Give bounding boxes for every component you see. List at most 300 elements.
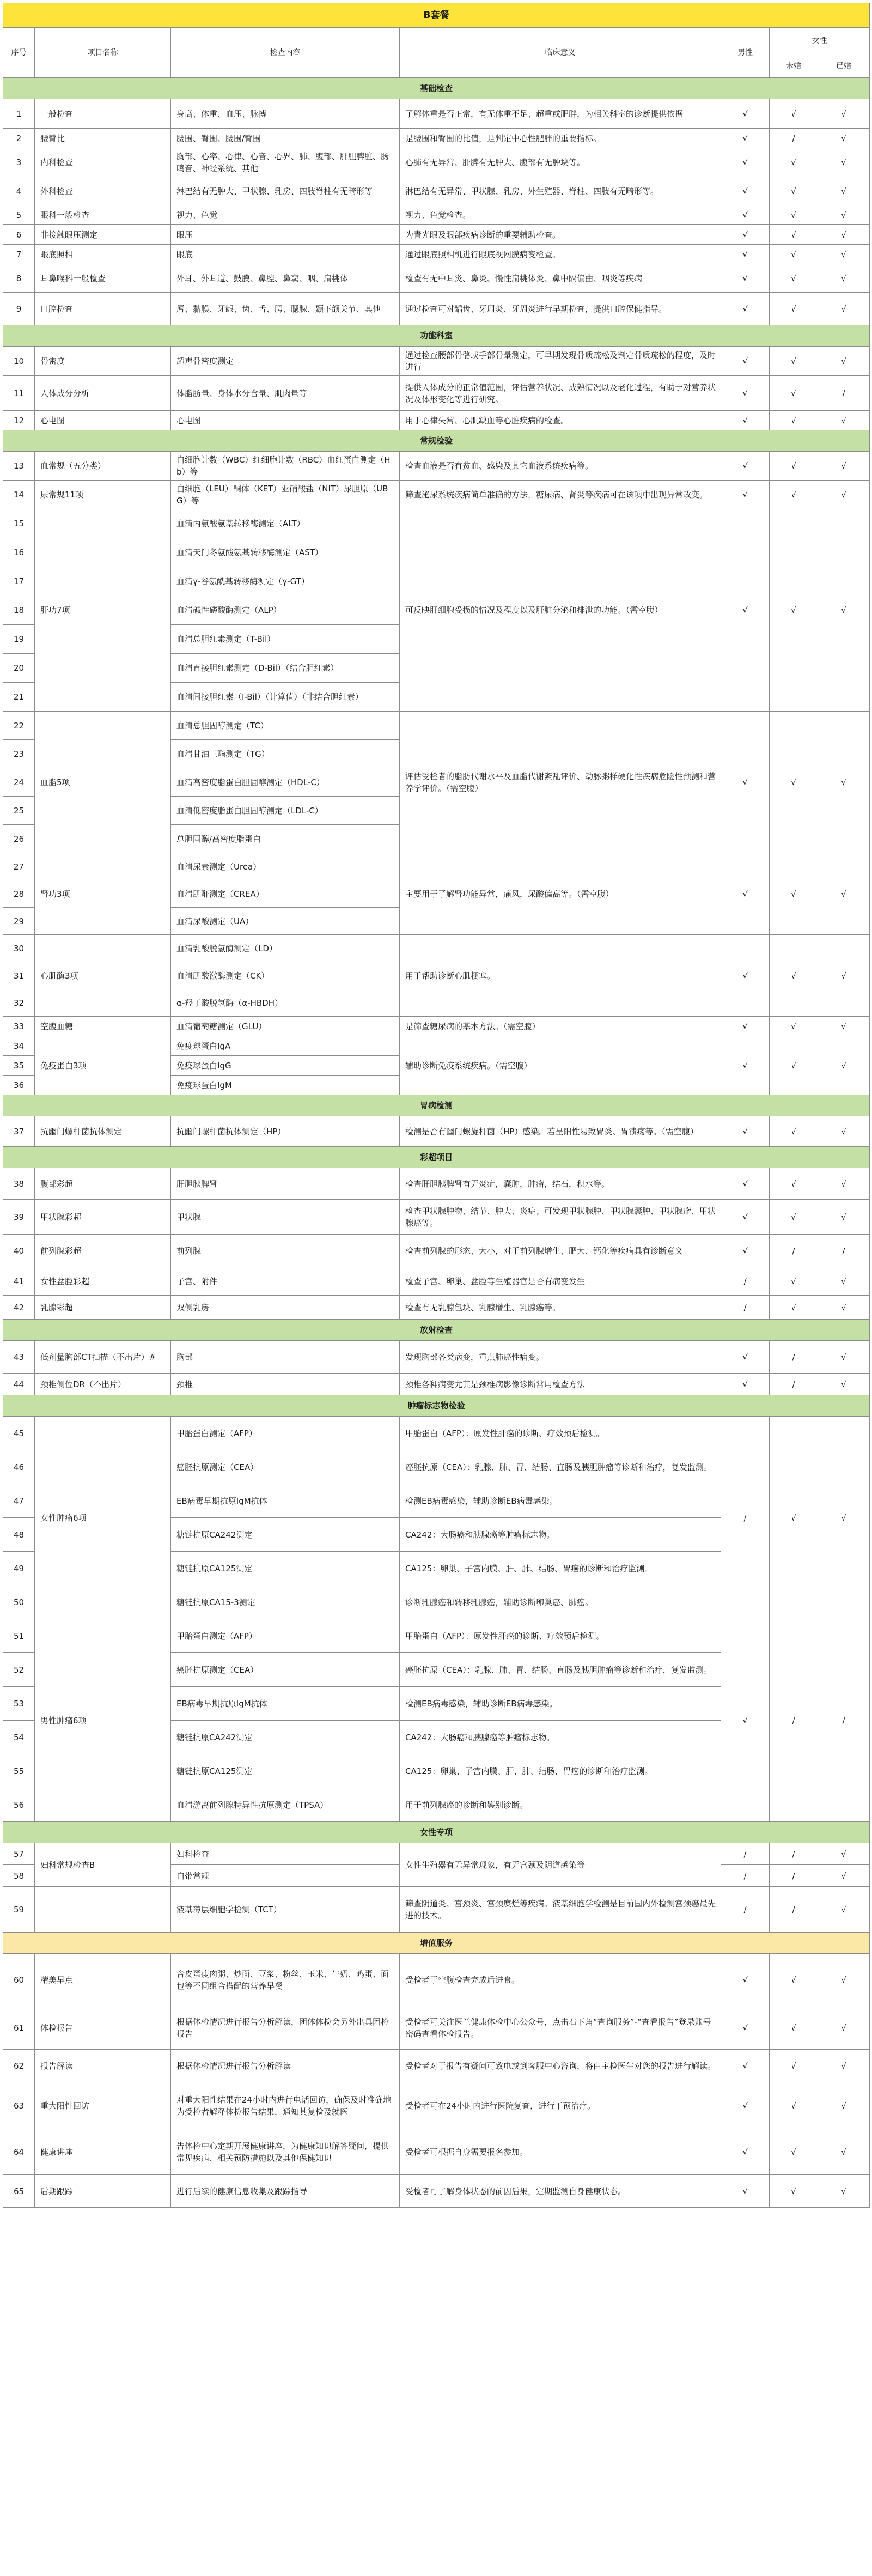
item-meaning: 辅助诊断免疫系统疾病。（需空腹） bbox=[400, 1036, 721, 1095]
col-header-name: 项目名称 bbox=[35, 28, 171, 78]
female-married-mark: √ bbox=[818, 452, 870, 481]
item-meaning: 可反映肝细胞受损的情况及程度以及肝脏分泌和排泄的功能。（需空腹） bbox=[400, 509, 721, 712]
female-unmarried-mark: √ bbox=[770, 205, 818, 225]
col-header-married: 已婚 bbox=[818, 54, 870, 78]
female-unmarried-mark: / bbox=[770, 1235, 818, 1267]
row-number: 60 bbox=[3, 1954, 35, 2006]
table-row bbox=[3, 1374, 870, 1395]
table-row bbox=[3, 1954, 870, 2006]
female-unmarried-mark: √ bbox=[770, 245, 818, 264]
female-unmarried-mark: √ bbox=[770, 1267, 818, 1296]
female-unmarried-mark: √ bbox=[770, 1296, 818, 1320]
col-header-no: 序号 bbox=[3, 28, 35, 78]
item-name: 心电图 bbox=[35, 411, 171, 430]
item-content: 眼底 bbox=[171, 245, 400, 264]
item-content: 糖链抗原CA15-3测定 bbox=[171, 1585, 400, 1619]
col-header-female: 女性 bbox=[770, 28, 870, 54]
package-table bbox=[3, 3, 870, 2208]
item-meaning: 用于前列腺癌的诊断和鉴别诊断。 bbox=[400, 1788, 721, 1822]
item-meaning: 筛查泌尿系统疾病简单准确的方法，糖尿病、肾炎等疾病可在该项中出现异常改变。 bbox=[400, 481, 721, 509]
item-content: 根据体检情况进行报告分析解读，团体体检会另外出具团检报告 bbox=[171, 2006, 400, 2050]
item-name: 口腔检查 bbox=[35, 293, 171, 325]
item-meaning: 受检者对于报告有疑问可致电或到客服中心咨询，将由主检医生对您的报告进行解读。 bbox=[400, 2050, 721, 2082]
female-married-mark: √ bbox=[818, 1036, 870, 1095]
female-unmarried-mark: / bbox=[770, 1887, 818, 1933]
item-meaning: 受检者可了解身体状态的前因后果，定期监测自身健康状态。 bbox=[400, 2175, 721, 2208]
female-unmarried-mark: √ bbox=[770, 293, 818, 325]
item-content: EB病毒早期抗原IgM抗体 bbox=[171, 1484, 400, 1518]
item-content: 血清游离前列腺特异性抗原测定（TPSA） bbox=[171, 1788, 400, 1822]
item-name: 非接触眼压测定 bbox=[35, 225, 171, 245]
male-mark: √ bbox=[721, 1168, 770, 1200]
female-married-mark: √ bbox=[818, 1168, 870, 1200]
male-mark: √ bbox=[721, 1200, 770, 1235]
row-number: 40 bbox=[3, 1235, 35, 1267]
female-unmarried-mark: √ bbox=[770, 225, 818, 245]
male-mark: / bbox=[721, 1417, 770, 1619]
male-mark: √ bbox=[721, 129, 770, 148]
female-unmarried-mark: √ bbox=[770, 1954, 818, 2006]
female-married-mark: √ bbox=[818, 1267, 870, 1296]
section-title: 常规检验 bbox=[3, 430, 870, 452]
female-unmarried-mark: √ bbox=[770, 1116, 818, 1147]
male-mark: √ bbox=[721, 376, 770, 411]
item-name: 血常规（五分类） bbox=[35, 452, 171, 481]
row-number: 7 bbox=[3, 245, 35, 264]
section-header-row bbox=[3, 325, 870, 347]
male-mark: √ bbox=[721, 2050, 770, 2082]
row-number: 9 bbox=[3, 293, 35, 325]
female-unmarried-mark: / bbox=[770, 1865, 818, 1887]
item-name: 骨密度 bbox=[35, 347, 171, 376]
female-married-mark: √ bbox=[818, 1954, 870, 2006]
row-number: 28 bbox=[3, 880, 35, 908]
item-name: 体检报告 bbox=[35, 2006, 171, 2050]
male-mark: √ bbox=[721, 148, 770, 177]
female-unmarried-mark: √ bbox=[770, 853, 818, 935]
female-married-mark: √ bbox=[818, 148, 870, 177]
row-number: 33 bbox=[3, 1017, 35, 1036]
item-name: 耳鼻喉科一般检查 bbox=[35, 264, 171, 293]
female-married-mark: / bbox=[818, 376, 870, 411]
item-meaning: 受检者于空腹检查完成后进食。 bbox=[400, 1954, 721, 2006]
item-content: 白细胞计数（WBC）红细胞计数（RBC）血红蛋白测定（Hb）等 bbox=[171, 452, 400, 481]
item-meaning: 诊断乳腺癌和转移乳腺癌，辅助诊断卵巢癌、肺癌。 bbox=[400, 1585, 721, 1619]
male-mark: √ bbox=[721, 452, 770, 481]
item-content: 子宫、附件 bbox=[171, 1267, 400, 1296]
row-number: 6 bbox=[3, 225, 35, 245]
item-content: 糖链抗原CA242测定 bbox=[171, 1518, 400, 1552]
row-number: 22 bbox=[3, 712, 35, 740]
item-meaning: 颈椎各种病变尤其是颈椎病影像诊断常用检查方法 bbox=[400, 1374, 721, 1395]
item-meaning: 为青光眼及眼部疾病诊断的重要辅助检查。 bbox=[400, 225, 721, 245]
row-number: 38 bbox=[3, 1168, 35, 1200]
female-married-mark: √ bbox=[818, 1116, 870, 1147]
row-number: 1 bbox=[3, 99, 35, 129]
table-row bbox=[3, 205, 870, 225]
row-number: 49 bbox=[3, 1552, 35, 1585]
row-number: 56 bbox=[3, 1788, 35, 1822]
section-title: 胃病检测 bbox=[3, 1095, 870, 1116]
table-row bbox=[3, 1417, 870, 1450]
item-name: 女性盆腔彩超 bbox=[35, 1267, 171, 1296]
section-title: 功能科室 bbox=[3, 325, 870, 347]
item-content: 胸部、心率、心律、心音、心界、肺、腹部、肝胆脾脏、肠鸣音、神经系统、其他 bbox=[171, 148, 400, 177]
item-content: 对重大阳性结果在24小时内进行电话回访，确保及时准确地为受检者解释体检报告结果，通知其复检及就医 bbox=[171, 2082, 400, 2129]
female-married-mark: √ bbox=[818, 245, 870, 264]
section-title: 肿瘤标志物检验 bbox=[3, 1395, 870, 1417]
row-number: 53 bbox=[3, 1687, 35, 1721]
item-content: 血清γ-谷氨酰基转移酶测定（γ-GT） bbox=[171, 567, 400, 596]
row-number: 31 bbox=[3, 962, 35, 989]
item-meaning: 检查子宫、卵巢、盆腔等生殖器官是否有病变发生 bbox=[400, 1267, 721, 1296]
female-unmarried-mark: / bbox=[770, 129, 818, 148]
female-married-mark: √ bbox=[818, 1887, 870, 1933]
female-unmarried-mark: √ bbox=[770, 2129, 818, 2175]
item-content: 含皮蛋瘦肉粥、炒面、豆浆、粉丝、玉米、牛奶、鸡蛋、面包等不同组合搭配的营养早餐 bbox=[171, 1954, 400, 2006]
table-row bbox=[3, 1036, 870, 1056]
item-name: 后期跟踪 bbox=[35, 2175, 171, 2208]
package-document bbox=[3, 3, 869, 2208]
table-row bbox=[3, 452, 870, 481]
table-row bbox=[3, 2129, 870, 2175]
section-title: 增值服务 bbox=[3, 1933, 870, 1954]
item-content: 进行后续的健康信息收集及跟踪指导 bbox=[171, 2175, 400, 2208]
item-meaning: 检查甲状腺肿物、结节、肿大、炎症；可发现甲状腺肿、甲状腺囊肿、甲状腺瘤、甲状腺癌等。 bbox=[400, 1200, 721, 1235]
item-name: 甲状腺彩超 bbox=[35, 1200, 171, 1235]
item-meaning: 视力、色觉检查。 bbox=[400, 205, 721, 225]
male-mark: √ bbox=[721, 2129, 770, 2175]
item-name: 抗幽门螺杆菌抗体测定 bbox=[35, 1116, 171, 1147]
row-number: 45 bbox=[3, 1417, 35, 1450]
row-number: 58 bbox=[3, 1865, 35, 1887]
table-row bbox=[3, 1267, 870, 1296]
table-row bbox=[3, 1116, 870, 1147]
item-name: 报告解读 bbox=[35, 2050, 171, 2082]
item-meaning: 检查前列腺的形态、大小，对于前列腺增生、肥大、钙化等疾病具有诊断意义 bbox=[400, 1235, 721, 1267]
item-content: 白带常规 bbox=[171, 1865, 400, 1887]
item-meaning: 发现胸部各类病变，重点肺癌性病变。 bbox=[400, 1341, 721, 1374]
table-row bbox=[3, 1017, 870, 1036]
male-mark: √ bbox=[721, 411, 770, 430]
row-number: 18 bbox=[3, 596, 35, 625]
row-number: 47 bbox=[3, 1484, 35, 1518]
female-married-mark: √ bbox=[818, 1200, 870, 1235]
female-unmarried-mark: √ bbox=[770, 935, 818, 1017]
row-number: 54 bbox=[3, 1721, 35, 1754]
female-unmarried-mark: √ bbox=[770, 1417, 818, 1619]
item-meaning: 心肺有无异常、肝脾有无肿大、腹部有无肿块等。 bbox=[400, 148, 721, 177]
female-unmarried-mark: √ bbox=[770, 99, 818, 129]
table-row bbox=[3, 853, 870, 880]
table-row bbox=[3, 935, 870, 962]
female-married-mark: √ bbox=[818, 2082, 870, 2129]
section-header-row bbox=[3, 1095, 870, 1116]
female-unmarried-mark: √ bbox=[770, 2050, 818, 2082]
section-header-row bbox=[3, 1320, 870, 1341]
item-meaning: CA242：大肠癌和胰腺癌等肿瘤标志物。 bbox=[400, 1721, 721, 1754]
table-row bbox=[3, 1887, 870, 1933]
item-content: 外耳、外耳道、鼓膜、鼻腔、鼻窦、咽、扁桃体 bbox=[171, 264, 400, 293]
item-name: 女性肿瘤6项 bbox=[35, 1417, 171, 1619]
item-content: 胸部 bbox=[171, 1341, 400, 1374]
female-married-mark: √ bbox=[818, 2129, 870, 2175]
item-meaning: 淋巴结有无异常、甲状腺、乳房、外生殖器、脊柱、四肢有无畸形等。 bbox=[400, 177, 721, 205]
row-number: 43 bbox=[3, 1341, 35, 1374]
title-row bbox=[3, 3, 870, 28]
row-number: 25 bbox=[3, 797, 35, 825]
male-mark: √ bbox=[721, 712, 770, 853]
item-meaning: 检测EB病毒感染，辅助诊断EB病毒感染。 bbox=[400, 1484, 721, 1518]
row-number: 2 bbox=[3, 129, 35, 148]
item-meaning: 通过眼底照相机进行眼底视网膜病变检查。 bbox=[400, 245, 721, 264]
item-meaning: 了解体重是否正常，有无体重不足、超重或肥胖，为相关科室的诊断提供依据 bbox=[400, 99, 721, 129]
female-unmarried-mark: √ bbox=[770, 481, 818, 509]
item-content: 血清高密度脂蛋白胆固醇测定（HDL-C） bbox=[171, 768, 400, 797]
female-unmarried-mark: / bbox=[770, 1374, 818, 1395]
male-mark: / bbox=[721, 1887, 770, 1933]
female-unmarried-mark: √ bbox=[770, 2006, 818, 2050]
row-number: 59 bbox=[3, 1887, 35, 1933]
female-married-mark: √ bbox=[818, 509, 870, 712]
row-number: 52 bbox=[3, 1653, 35, 1687]
row-number: 55 bbox=[3, 1754, 35, 1788]
item-name: 健康讲座 bbox=[35, 2129, 171, 2175]
male-mark: / bbox=[721, 1865, 770, 1887]
table-row bbox=[3, 264, 870, 293]
item-name: 一般检查 bbox=[35, 99, 171, 129]
female-unmarried-mark: √ bbox=[770, 1017, 818, 1036]
male-mark: √ bbox=[721, 2175, 770, 2208]
item-meaning: 通过检查腰部骨骼或手部骨量测定，可早期发现骨质疏松及判定骨质疏松的程度，及时进行 bbox=[400, 347, 721, 376]
row-number: 15 bbox=[3, 509, 35, 538]
item-name: 尿常规11项 bbox=[35, 481, 171, 509]
item-content: 视力、色觉 bbox=[171, 205, 400, 225]
female-married-mark: √ bbox=[818, 2050, 870, 2082]
row-number: 12 bbox=[3, 411, 35, 430]
item-content: 白细胞（LEU）酮体（KET）亚硝酸盐（NIT）尿胆原（UBG）等 bbox=[171, 481, 400, 509]
item-meaning: 检测EB病毒感染，辅助诊断EB病毒感染。 bbox=[400, 1687, 721, 1721]
table-row bbox=[3, 245, 870, 264]
female-unmarried-mark: √ bbox=[770, 509, 818, 712]
item-meaning: 通过检查可对龋齿、牙周炎、牙周炎进行早期检查，提供口腔保健指导。 bbox=[400, 293, 721, 325]
female-married-mark: √ bbox=[818, 1374, 870, 1395]
female-married-mark: √ bbox=[818, 853, 870, 935]
female-unmarried-mark: √ bbox=[770, 411, 818, 430]
female-unmarried-mark: √ bbox=[770, 347, 818, 376]
female-married-mark: / bbox=[818, 1619, 870, 1822]
item-meaning: 受检者可关注医兰健康体检中心公众号，点击右下角“查询服务”-“查看报告”登录账号密码查看体检报告。 bbox=[400, 2006, 721, 2050]
item-name: 颈椎侧位DR（不出片） bbox=[35, 1374, 171, 1395]
section-header-row bbox=[3, 78, 870, 99]
female-unmarried-mark: √ bbox=[770, 264, 818, 293]
female-unmarried-mark: √ bbox=[770, 452, 818, 481]
row-number: 5 bbox=[3, 205, 35, 225]
item-meaning: CA242：大肠癌和胰腺癌等肿瘤标志物。 bbox=[400, 1518, 721, 1552]
item-content: 血清碱性磷酸酶测定（ALP） bbox=[171, 596, 400, 625]
row-number: 46 bbox=[3, 1450, 35, 1484]
female-married-mark: √ bbox=[818, 2175, 870, 2208]
item-name: 心肌酶3项 bbox=[35, 935, 171, 1017]
row-number: 14 bbox=[3, 481, 35, 509]
female-married-mark: √ bbox=[818, 177, 870, 205]
item-meaning: 癌胚抗原（CEA）：乳腺、肺、胃、结肠、直肠及胰胆肿瘤等诊断和治疗，复发监测。 bbox=[400, 1653, 721, 1687]
female-unmarried-mark: √ bbox=[770, 376, 818, 411]
male-mark: √ bbox=[721, 205, 770, 225]
item-content: 前列腺 bbox=[171, 1235, 400, 1267]
row-number: 21 bbox=[3, 683, 35, 712]
item-meaning: 检查有无中耳炎、鼻炎、慢性扁桃体炎、鼻中隔偏曲、咽炎等疾病 bbox=[400, 264, 721, 293]
item-meaning: 检查肝胆胰脾肾有无炎症，囊肿，肿瘤，结石，积水等。 bbox=[400, 1168, 721, 1200]
female-unmarried-mark: √ bbox=[770, 2082, 818, 2129]
row-number: 30 bbox=[3, 935, 35, 962]
row-number: 50 bbox=[3, 1585, 35, 1619]
female-married-mark: / bbox=[818, 1235, 870, 1267]
section-title: 基础检查 bbox=[3, 78, 870, 99]
table-row bbox=[3, 376, 870, 411]
row-number: 41 bbox=[3, 1267, 35, 1296]
item-content: 淋巴结有无肿大、甲状腺、乳房、四肢脊柱有无畸形等 bbox=[171, 177, 400, 205]
row-number: 10 bbox=[3, 347, 35, 376]
female-unmarried-mark: √ bbox=[770, 1168, 818, 1200]
male-mark: √ bbox=[721, 177, 770, 205]
male-mark: √ bbox=[721, 264, 770, 293]
row-number: 42 bbox=[3, 1296, 35, 1320]
table-row bbox=[3, 1168, 870, 1200]
item-meaning: 是筛查糖尿病的基本方法。（需空腹） bbox=[400, 1017, 721, 1036]
section-header-row bbox=[3, 430, 870, 452]
item-meaning: 女性生殖器有无异常现象，有无宫颈及阴道感染等 bbox=[400, 1843, 721, 1887]
item-name: 重大阳性回访 bbox=[35, 2082, 171, 2129]
female-married-mark: √ bbox=[818, 411, 870, 430]
male-mark: √ bbox=[721, 225, 770, 245]
item-content: 血清低密度脂蛋白胆固醇测定（LDL-C） bbox=[171, 797, 400, 825]
female-married-mark: √ bbox=[818, 264, 870, 293]
row-number: 17 bbox=[3, 567, 35, 596]
item-content: 告体检中心定期开展健康讲座，为健康知识解答疑问，提供常见疾病、相关预防措施以及其他保健知识 bbox=[171, 2129, 400, 2175]
item-name: 妇科常规检查B bbox=[35, 1843, 171, 1887]
female-married-mark: √ bbox=[818, 1417, 870, 1619]
item-name: 外科检查 bbox=[35, 177, 171, 205]
female-unmarried-mark: / bbox=[770, 1843, 818, 1865]
item-name: 肾功3项 bbox=[35, 853, 171, 935]
male-mark: √ bbox=[721, 1235, 770, 1267]
col-header-content: 检查内容 bbox=[171, 28, 400, 78]
item-content: 血清丙氨酸氨基转移酶测定（ALT） bbox=[171, 509, 400, 538]
item-content: 血清总胆固醇测定（TC） bbox=[171, 712, 400, 740]
male-mark: √ bbox=[721, 99, 770, 129]
item-name: 肝功7项 bbox=[35, 509, 171, 712]
item-meaning: 甲胎蛋白（AFP）：原发性肝癌的诊断、疗效预后检测。 bbox=[400, 1417, 721, 1450]
item-name: 免疫蛋白3项 bbox=[35, 1036, 171, 1095]
row-number: 3 bbox=[3, 148, 35, 177]
female-married-mark: √ bbox=[818, 1017, 870, 1036]
item-content: 血清乳酸脱氢酶测定（LD） bbox=[171, 935, 400, 962]
male-mark: √ bbox=[721, 1619, 770, 1822]
item-name: 眼科一般检查 bbox=[35, 205, 171, 225]
item-meaning: 受检者可根据自身需要报名参加。 bbox=[400, 2129, 721, 2175]
female-married-mark: √ bbox=[818, 1341, 870, 1374]
item-content: 腰围、臀围、腰围/臀围 bbox=[171, 129, 400, 148]
female-married-mark: √ bbox=[818, 712, 870, 853]
item-content: 糖链抗原CA125测定 bbox=[171, 1552, 400, 1585]
table-row bbox=[3, 509, 870, 538]
table-row bbox=[3, 1235, 870, 1267]
male-mark: √ bbox=[721, 1036, 770, 1095]
male-mark: √ bbox=[721, 2006, 770, 2050]
female-married-mark: √ bbox=[818, 293, 870, 325]
item-content: 血清甘油三酯测定（TG） bbox=[171, 740, 400, 768]
table-row bbox=[3, 1341, 870, 1374]
table-row bbox=[3, 411, 870, 430]
female-unmarried-mark: √ bbox=[770, 148, 818, 177]
item-meaning: 用于心律失常、心肌缺血等心脏疾病的检查。 bbox=[400, 411, 721, 430]
male-mark: / bbox=[721, 1843, 770, 1865]
item-meaning: 主要用于了解肾功能异常，痛风，尿酸偏高等。（需空腹） bbox=[400, 853, 721, 935]
male-mark: √ bbox=[721, 1374, 770, 1395]
item-meaning: CA125：卵巢、子宫内膜、肝、肺、结肠、胃癌的诊断和治疗监测。 bbox=[400, 1552, 721, 1585]
item-name: 眼底照相 bbox=[35, 245, 171, 264]
table-row bbox=[3, 1200, 870, 1235]
row-number: 37 bbox=[3, 1116, 35, 1147]
row-number: 51 bbox=[3, 1619, 35, 1653]
item-meaning: 检查有无乳腺包块、乳腺增生、乳腺癌等。 bbox=[400, 1296, 721, 1320]
section-title: 彩超项目 bbox=[3, 1147, 870, 1168]
section-header-row bbox=[3, 1395, 870, 1417]
row-number: 26 bbox=[3, 825, 35, 853]
row-number: 20 bbox=[3, 654, 35, 683]
row-number: 27 bbox=[3, 853, 35, 880]
item-content: 免疫球蛋白IgM bbox=[171, 1076, 400, 1095]
item-content: 血清尿酸测定（UA） bbox=[171, 908, 400, 935]
item-name: 低剂量胸部CT扫描（不出片）# bbox=[35, 1341, 171, 1374]
female-unmarried-mark: √ bbox=[770, 1036, 818, 1095]
male-mark: √ bbox=[721, 1116, 770, 1147]
row-number: 4 bbox=[3, 177, 35, 205]
female-married-mark: √ bbox=[818, 225, 870, 245]
row-number: 34 bbox=[3, 1036, 35, 1056]
item-meaning: 检测是否有幽门螺旋杆菌（HP）感染。若呈阳性易致胃炎、胃溃疡等。（需空腹） bbox=[400, 1116, 721, 1147]
row-number: 63 bbox=[3, 2082, 35, 2129]
item-content: 血清直接胆红素测定（D-Bil）（结合胆红素） bbox=[171, 654, 400, 683]
row-number: 8 bbox=[3, 264, 35, 293]
table-row bbox=[3, 481, 870, 509]
female-unmarried-mark: √ bbox=[770, 712, 818, 853]
item-content: 双侧乳房 bbox=[171, 1296, 400, 1320]
item-content: 甲状腺 bbox=[171, 1200, 400, 1235]
item-name: 内科检查 bbox=[35, 148, 171, 177]
item-meaning: 检查血液是否有贫血、感染及其它血液系统疾病等。 bbox=[400, 452, 721, 481]
female-married-mark: √ bbox=[818, 935, 870, 1017]
col-header-male: 男性 bbox=[721, 28, 770, 78]
item-content: 体脂肪量、身体水分含量、肌肉量等 bbox=[171, 376, 400, 411]
row-number: 64 bbox=[3, 2129, 35, 2175]
table-row bbox=[3, 225, 870, 245]
female-married-mark: √ bbox=[818, 1296, 870, 1320]
item-name bbox=[35, 1887, 171, 1933]
table-row bbox=[3, 1619, 870, 1653]
header-row bbox=[3, 28, 870, 54]
item-meaning: 甲胎蛋白（AFP）：原发性肝癌的诊断、疗效预后检测。 bbox=[400, 1619, 721, 1653]
male-mark: √ bbox=[721, 1341, 770, 1374]
item-name: 空腹血糖 bbox=[35, 1017, 171, 1036]
table-row bbox=[3, 293, 870, 325]
package-title: B套餐 bbox=[3, 3, 870, 28]
table-row bbox=[3, 148, 870, 177]
table-row bbox=[3, 2006, 870, 2050]
row-number: 48 bbox=[3, 1518, 35, 1552]
female-married-mark: √ bbox=[818, 347, 870, 376]
